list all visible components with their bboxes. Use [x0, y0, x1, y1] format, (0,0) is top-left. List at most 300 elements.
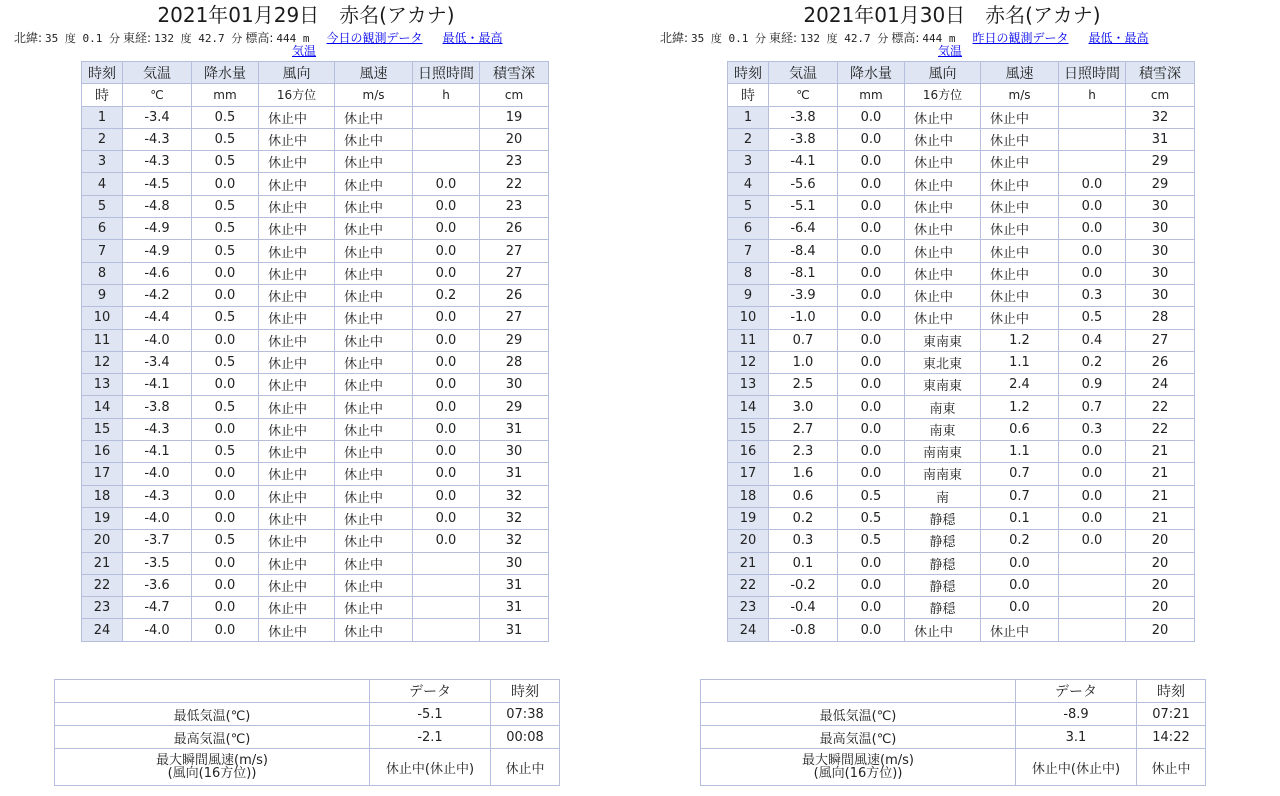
latitude-label: 北緯:	[660, 31, 689, 45]
table-row-cell: 休止中	[335, 351, 413, 373]
table-row-cell: 休止中	[981, 128, 1059, 150]
summary-max-temp-row-cell: 3.1	[1016, 726, 1137, 749]
table-row-cell: 9	[728, 284, 769, 306]
table-row-cell: 0.0	[413, 530, 480, 552]
table-row-cell: 0.0	[1059, 195, 1126, 217]
table-row-cell: 21	[82, 552, 123, 574]
table-row-cell: -4.9	[123, 240, 192, 262]
table-row-cell: 9	[82, 284, 123, 306]
latitude-value: 35 度 0.1 分	[691, 32, 767, 45]
table-row-cell: 静穏	[905, 530, 981, 552]
table-row-cell	[413, 552, 480, 574]
table-row-cell: 18	[728, 485, 769, 507]
table-row-cell: 23	[82, 597, 123, 619]
summary-max-gust-row	[55, 749, 560, 786]
table-row-cell: 休止中	[259, 441, 335, 463]
table-units-row-cell: ℃	[123, 84, 192, 106]
table-row-cell: 30	[1126, 218, 1195, 240]
table-row	[82, 485, 549, 507]
table-row-cell: 5	[728, 195, 769, 217]
summary-max-temp-row-cell: 00:08	[491, 726, 560, 749]
table-row-cell: -6.4	[769, 218, 838, 240]
daily-summary-table	[700, 679, 1206, 786]
table-row	[728, 307, 1195, 329]
table-row-cell: 11	[82, 329, 123, 351]
table-row-cell: 0.0	[413, 441, 480, 463]
table-row-cell: -0.2	[769, 574, 838, 596]
table-row-cell: 休止中	[335, 128, 413, 150]
table-row-cell: 29	[480, 329, 549, 351]
table-row-cell: -4.7	[123, 597, 192, 619]
table-row	[82, 329, 549, 351]
table-row-cell: 0.0	[838, 619, 905, 641]
summary-label-line: 最大瞬間風速(m/s)	[802, 753, 914, 768]
table-row-cell: 19	[728, 507, 769, 529]
table-row-cell: 0.0	[838, 106, 905, 128]
altitude-value: 444 m	[276, 32, 310, 45]
table-row-cell: 休止中	[259, 418, 335, 440]
altitude-value: 444 m	[922, 32, 956, 45]
day-panel-right	[646, 0, 1280, 796]
table-units-row-cell: cm	[480, 84, 549, 106]
min-max-temperature-link-wrap[interactable]: 気温	[292, 44, 317, 58]
summary-max-gust-row-cell	[55, 749, 370, 786]
table-row-cell: 南東	[905, 418, 981, 440]
table-row-cell: -3.7	[123, 530, 192, 552]
table-row-cell: 0.0	[1059, 218, 1126, 240]
table-row-cell: 休止中	[905, 619, 981, 641]
table-row-cell: -4.3	[123, 151, 192, 173]
table-row-cell: 休止中	[981, 284, 1059, 306]
table-row	[82, 507, 549, 529]
summary-max-gust-row-cell: 休止中	[1137, 749, 1206, 786]
table-header-row-cell: 風速	[981, 62, 1059, 84]
table-row	[82, 597, 549, 619]
table-row-cell: 休止中	[259, 530, 335, 552]
table-row-cell: 0.5	[192, 396, 259, 418]
table-row-cell: 5	[82, 195, 123, 217]
table-row-cell: 7	[728, 240, 769, 262]
daily-summary-table	[54, 679, 560, 786]
table-row-cell: 0.7	[769, 329, 838, 351]
table-row-cell: 休止中	[981, 619, 1059, 641]
table-row-cell: 1.2	[981, 329, 1059, 351]
table-units-row-cell: 時	[728, 84, 769, 106]
table-row-cell: 7	[82, 240, 123, 262]
table-row-cell: 15	[728, 418, 769, 440]
table-units-row-cell: h	[413, 84, 480, 106]
table-row-cell: 0.0	[1059, 530, 1126, 552]
table-row-cell: 0.0	[413, 173, 480, 195]
table-row-cell: 15	[82, 418, 123, 440]
summary-label-line: (風向(16方位))	[813, 766, 903, 781]
table-header-row-cell: 気温	[123, 62, 192, 84]
table-header-row-cell: 風向	[905, 62, 981, 84]
table-row-cell: 0.0	[981, 597, 1059, 619]
summary-max-temp-row	[701, 726, 1206, 749]
table-units-row-cell: mm	[838, 84, 905, 106]
table-row-cell: 31	[480, 574, 549, 596]
summary-min-temp-row-cell: 07:21	[1137, 703, 1206, 726]
table-row-cell: 0.0	[1059, 463, 1126, 485]
table-row	[82, 552, 549, 574]
table-row-cell: 31	[480, 597, 549, 619]
summary-max-gust-row-cell	[701, 749, 1016, 786]
table-row-cell: 休止中	[335, 262, 413, 284]
table-row-cell: 4	[728, 173, 769, 195]
table-row-cell: 0.0	[838, 284, 905, 306]
table-row-cell: 23	[728, 597, 769, 619]
table-row	[82, 396, 549, 418]
table-row-cell: -3.8	[123, 396, 192, 418]
table-row-cell: 0.0	[192, 463, 259, 485]
table-row-cell: 0.0	[1059, 240, 1126, 262]
table-row-cell: 8	[82, 262, 123, 284]
table-row-cell: 0.5	[838, 485, 905, 507]
table-row-cell: 0.0	[192, 173, 259, 195]
table-row-cell: -4.5	[123, 173, 192, 195]
table-row-cell: 0.0	[413, 507, 480, 529]
table-row-cell: 20	[1126, 552, 1195, 574]
summary-min-temp-row	[55, 703, 560, 726]
table-row-cell: 0.0	[413, 262, 480, 284]
table-header-row-cell: 気温	[769, 62, 838, 84]
table-row-cell: 26	[480, 284, 549, 306]
table-row-cell: 30	[480, 374, 549, 396]
hourly-observation-table	[727, 61, 1195, 642]
table-row-cell: 0.0	[413, 485, 480, 507]
table-row-cell: 24	[1126, 374, 1195, 396]
table-row-cell: 0.0	[413, 307, 480, 329]
table-row-cell: 0.5	[192, 106, 259, 128]
table-row-cell: 休止中	[981, 240, 1059, 262]
table-row-cell: 休止中	[259, 374, 335, 396]
table-row-cell: 12	[728, 351, 769, 373]
table-row-cell: 休止中	[335, 374, 413, 396]
table-row	[728, 329, 1195, 351]
table-row-cell: 19	[480, 106, 549, 128]
table-units-row-cell: 16方位	[905, 84, 981, 106]
table-row-cell: 1	[82, 106, 123, 128]
min-max-temperature-link[interactable]: 最低・最高	[442, 31, 503, 45]
table-row-cell: 休止中	[335, 307, 413, 329]
table-row-cell	[413, 128, 480, 150]
table-row-cell: -4.1	[123, 374, 192, 396]
table-units-row-cell: mm	[192, 84, 259, 106]
table-row-cell	[1059, 597, 1126, 619]
table-header-row-cell: 降水量	[838, 62, 905, 84]
table-row-cell: 24	[728, 619, 769, 641]
table-row-cell: 東南東	[905, 329, 981, 351]
table-row-cell: -4.2	[123, 284, 192, 306]
table-row-cell: 休止中	[981, 195, 1059, 217]
table-row-cell: 0.5	[192, 441, 259, 463]
table-row-cell: 21	[728, 552, 769, 574]
table-row-cell: -3.5	[123, 552, 192, 574]
table-row-cell: -4.0	[123, 507, 192, 529]
summary-min-temp-row-cell: 07:38	[491, 703, 560, 726]
table-row-cell: 27	[480, 262, 549, 284]
table-row-cell: 26	[1126, 351, 1195, 373]
summary-max-gust-row-cell: 休止中(休止中)	[1016, 749, 1137, 786]
table-row-cell: 0.0	[413, 240, 480, 262]
table-row-cell	[413, 574, 480, 596]
table-row-cell	[413, 597, 480, 619]
table-row-cell: 31	[1126, 128, 1195, 150]
page-title: 2021年01月30日 赤名(アカナ)	[803, 3, 1101, 27]
table-row-cell: 休止中	[259, 106, 335, 128]
table-row-cell: 0.0	[1059, 507, 1126, 529]
summary-max-temp-row-cell: 最高気温(℃)	[55, 726, 370, 749]
table-row-cell: 0.0	[838, 374, 905, 396]
table-row-cell: -5.1	[769, 195, 838, 217]
table-row-cell: 2	[82, 128, 123, 150]
table-row-cell: 0.0	[413, 463, 480, 485]
table-row-cell: 2	[728, 128, 769, 150]
table-row-cell: 0.0	[192, 262, 259, 284]
table-row-cell	[1059, 619, 1126, 641]
table-row-cell: 30	[480, 441, 549, 463]
table-row	[82, 530, 549, 552]
observation-data-link[interactable]: 今日の観測データ	[326, 31, 423, 45]
table-row	[82, 418, 549, 440]
table-row-cell: 29	[480, 396, 549, 418]
table-row-cell: -4.8	[123, 195, 192, 217]
table-row-cell: 27	[480, 240, 549, 262]
table-row-cell: 32	[480, 485, 549, 507]
table-row-cell: 0.0	[1059, 441, 1126, 463]
table-row-cell: 0.0	[1059, 173, 1126, 195]
table-row-cell: 0.0	[838, 418, 905, 440]
table-row-cell: 13	[82, 374, 123, 396]
table-row-cell: 0.0	[838, 195, 905, 217]
table-row-cell: 休止中	[905, 173, 981, 195]
table-header-row	[728, 62, 1195, 84]
table-row-cell: 4	[82, 173, 123, 195]
table-row-cell: 休止中	[335, 597, 413, 619]
summary-header-row-cell: 時刻	[491, 680, 560, 703]
table-row-cell: 休止中	[905, 262, 981, 284]
table-row-cell: 休止中	[259, 574, 335, 596]
summary-max-gust-row-cell: 休止中	[491, 749, 560, 786]
table-row	[728, 128, 1195, 150]
table-row-cell: 32	[480, 530, 549, 552]
table-row	[82, 463, 549, 485]
table-row-cell: 1.2	[981, 396, 1059, 418]
table-row-cell: 0.7	[1059, 396, 1126, 418]
table-row-cell: 28	[480, 351, 549, 373]
table-row-cell: 1.6	[769, 463, 838, 485]
summary-label-line: 最大瞬間風速(m/s)	[156, 753, 268, 768]
table-row-cell: 0.0	[413, 329, 480, 351]
table-row-cell: 休止中	[905, 307, 981, 329]
table-row-cell: -4.3	[123, 485, 192, 507]
table-row-cell: 休止中	[335, 106, 413, 128]
table-row-cell: 休止中	[259, 463, 335, 485]
table-row-cell: 32	[480, 507, 549, 529]
station-info	[660, 31, 1260, 61]
table-row-cell: -4.4	[123, 307, 192, 329]
table-row	[728, 441, 1195, 463]
table-row-cell: -8.4	[769, 240, 838, 262]
table-row-cell: 0.0	[838, 574, 905, 596]
table-row-cell: -4.3	[123, 128, 192, 150]
table-row-cell: 20	[1126, 619, 1195, 641]
table-row-cell: 休止中	[259, 195, 335, 217]
table-header-row	[82, 62, 549, 84]
table-row-cell	[1059, 151, 1126, 173]
table-row-cell	[413, 619, 480, 641]
table-units-row-cell: m/s	[981, 84, 1059, 106]
table-row-cell: 30	[480, 552, 549, 574]
observation-data-link[interactable]: 昨日の観測データ	[972, 31, 1069, 45]
table-row-cell: 0.5	[192, 307, 259, 329]
table-row-cell: 休止中	[981, 151, 1059, 173]
table-row	[82, 307, 549, 329]
table-row-cell: 0.0	[413, 351, 480, 373]
table-row-cell: 休止中	[335, 173, 413, 195]
table-row-cell: 休止中	[259, 173, 335, 195]
table-row	[82, 619, 549, 641]
table-row-cell: 0.0	[838, 552, 905, 574]
table-row-cell: -3.8	[769, 106, 838, 128]
table-row	[728, 262, 1195, 284]
table-row-cell: 休止中	[335, 574, 413, 596]
summary-max-gust-row	[701, 749, 1206, 786]
table-row	[82, 195, 549, 217]
table-row-cell: 休止中	[905, 151, 981, 173]
table-header-row-cell: 日照時間	[413, 62, 480, 84]
longitude-label: 東経:	[123, 31, 152, 45]
table-row-cell: 27	[1126, 329, 1195, 351]
table-row-cell: 0.3	[769, 530, 838, 552]
table-row-cell: 0.0	[192, 329, 259, 351]
table-header-row-cell: 風速	[335, 62, 413, 84]
page-title: 2021年01月29日 赤名(アカナ)	[157, 3, 455, 27]
table-row-cell: 0.0	[981, 552, 1059, 574]
table-row-cell: 0.0	[192, 485, 259, 507]
table-row-cell: 休止中	[335, 552, 413, 574]
table-row	[82, 441, 549, 463]
table-row	[728, 284, 1195, 306]
table-row-cell: 1.1	[981, 441, 1059, 463]
min-max-temperature-link-wrap[interactable]: 気温	[938, 44, 963, 58]
table-row-cell: 2.4	[981, 374, 1059, 396]
table-row-cell: 静穏	[905, 574, 981, 596]
table-row-cell: 0.2	[981, 530, 1059, 552]
table-row-cell: 0.0	[838, 173, 905, 195]
table-row-cell: 休止中	[905, 106, 981, 128]
table-row-cell: 0.0	[192, 418, 259, 440]
table-row-cell: 0.0	[413, 195, 480, 217]
table-row-cell: 休止中	[335, 418, 413, 440]
table-row-cell: 8	[728, 262, 769, 284]
table-row	[728, 530, 1195, 552]
table-row	[728, 240, 1195, 262]
summary-label-line: (風向(16方位))	[167, 766, 257, 781]
table-header-row-cell: 時刻	[82, 62, 123, 84]
table-row-cell: 0.5	[1059, 307, 1126, 329]
table-row-cell: 休止中	[259, 218, 335, 240]
table-row-cell: 0.0	[413, 374, 480, 396]
table-row-cell: -5.6	[769, 173, 838, 195]
table-row-cell: -4.0	[123, 463, 192, 485]
table-row-cell: 17	[728, 463, 769, 485]
summary-header-row-cell	[55, 680, 370, 703]
table-row-cell: 14	[82, 396, 123, 418]
table-row-cell: 休止中	[259, 485, 335, 507]
table-row-cell: 休止中	[905, 218, 981, 240]
longitude-value: 132 度 42.7 分	[154, 32, 243, 45]
table-row-cell: 3.0	[769, 396, 838, 418]
table-row-cell: 3	[82, 151, 123, 173]
table-row-cell: 0.0	[838, 151, 905, 173]
table-row-cell: 24	[82, 619, 123, 641]
table-row-cell: 休止中	[259, 262, 335, 284]
table-row-cell: 南南東	[905, 463, 981, 485]
table-units-row-cell: h	[1059, 84, 1126, 106]
table-row	[82, 574, 549, 596]
table-row-cell: 28	[1126, 307, 1195, 329]
table-row	[82, 240, 549, 262]
table-row-cell: 休止中	[335, 240, 413, 262]
table-row-cell: 0.5	[838, 530, 905, 552]
table-row	[728, 597, 1195, 619]
table-row-cell: 休止中	[259, 396, 335, 418]
table-row-cell: 南東	[905, 396, 981, 418]
table-row-cell: 0.3	[1059, 418, 1126, 440]
table-row-cell: 休止中	[259, 552, 335, 574]
table-row-cell: 0.7	[981, 463, 1059, 485]
table-row-cell: 休止中	[905, 128, 981, 150]
table-row-cell: 休止中	[259, 128, 335, 150]
table-row-cell: 休止中	[335, 284, 413, 306]
table-row-cell: 0.5	[192, 530, 259, 552]
table-row-cell: 30	[1126, 195, 1195, 217]
table-row-cell: -4.1	[123, 441, 192, 463]
table-row-cell: 休止中	[335, 507, 413, 529]
table-row-cell: 30	[1126, 262, 1195, 284]
table-row-cell: 3	[728, 151, 769, 173]
table-row-cell: 0.6	[981, 418, 1059, 440]
table-row-cell: 休止中	[981, 218, 1059, 240]
table-header-row-cell: 時刻	[728, 62, 769, 84]
table-row-cell: 休止中	[259, 240, 335, 262]
table-units-row	[728, 84, 1195, 106]
table-row-cell: 0.0	[838, 463, 905, 485]
table-row-cell: 静穏	[905, 552, 981, 574]
table-row-cell: 2.3	[769, 441, 838, 463]
table-row-cell: 17	[82, 463, 123, 485]
table-header-row-cell: 風向	[259, 62, 335, 84]
table-row-cell: 22	[728, 574, 769, 596]
table-units-row-cell: ℃	[769, 84, 838, 106]
table-row-cell: 休止中	[259, 329, 335, 351]
table-row-cell: 休止中	[335, 195, 413, 217]
table-row-cell: 14	[728, 396, 769, 418]
table-row-cell: 13	[728, 374, 769, 396]
table-row	[728, 574, 1195, 596]
table-row-cell: -3.4	[123, 351, 192, 373]
table-row-cell: 0.0	[838, 329, 905, 351]
table-row-cell: 29	[1126, 173, 1195, 195]
table-row-cell: 静穏	[905, 597, 981, 619]
min-max-temperature-link[interactable]: 最低・最高	[1088, 31, 1149, 45]
table-row-cell: 0.3	[1059, 284, 1126, 306]
longitude-value: 132 度 42.7 分	[800, 32, 889, 45]
table-row-cell: 20	[1126, 597, 1195, 619]
table-row-cell: 6	[728, 218, 769, 240]
